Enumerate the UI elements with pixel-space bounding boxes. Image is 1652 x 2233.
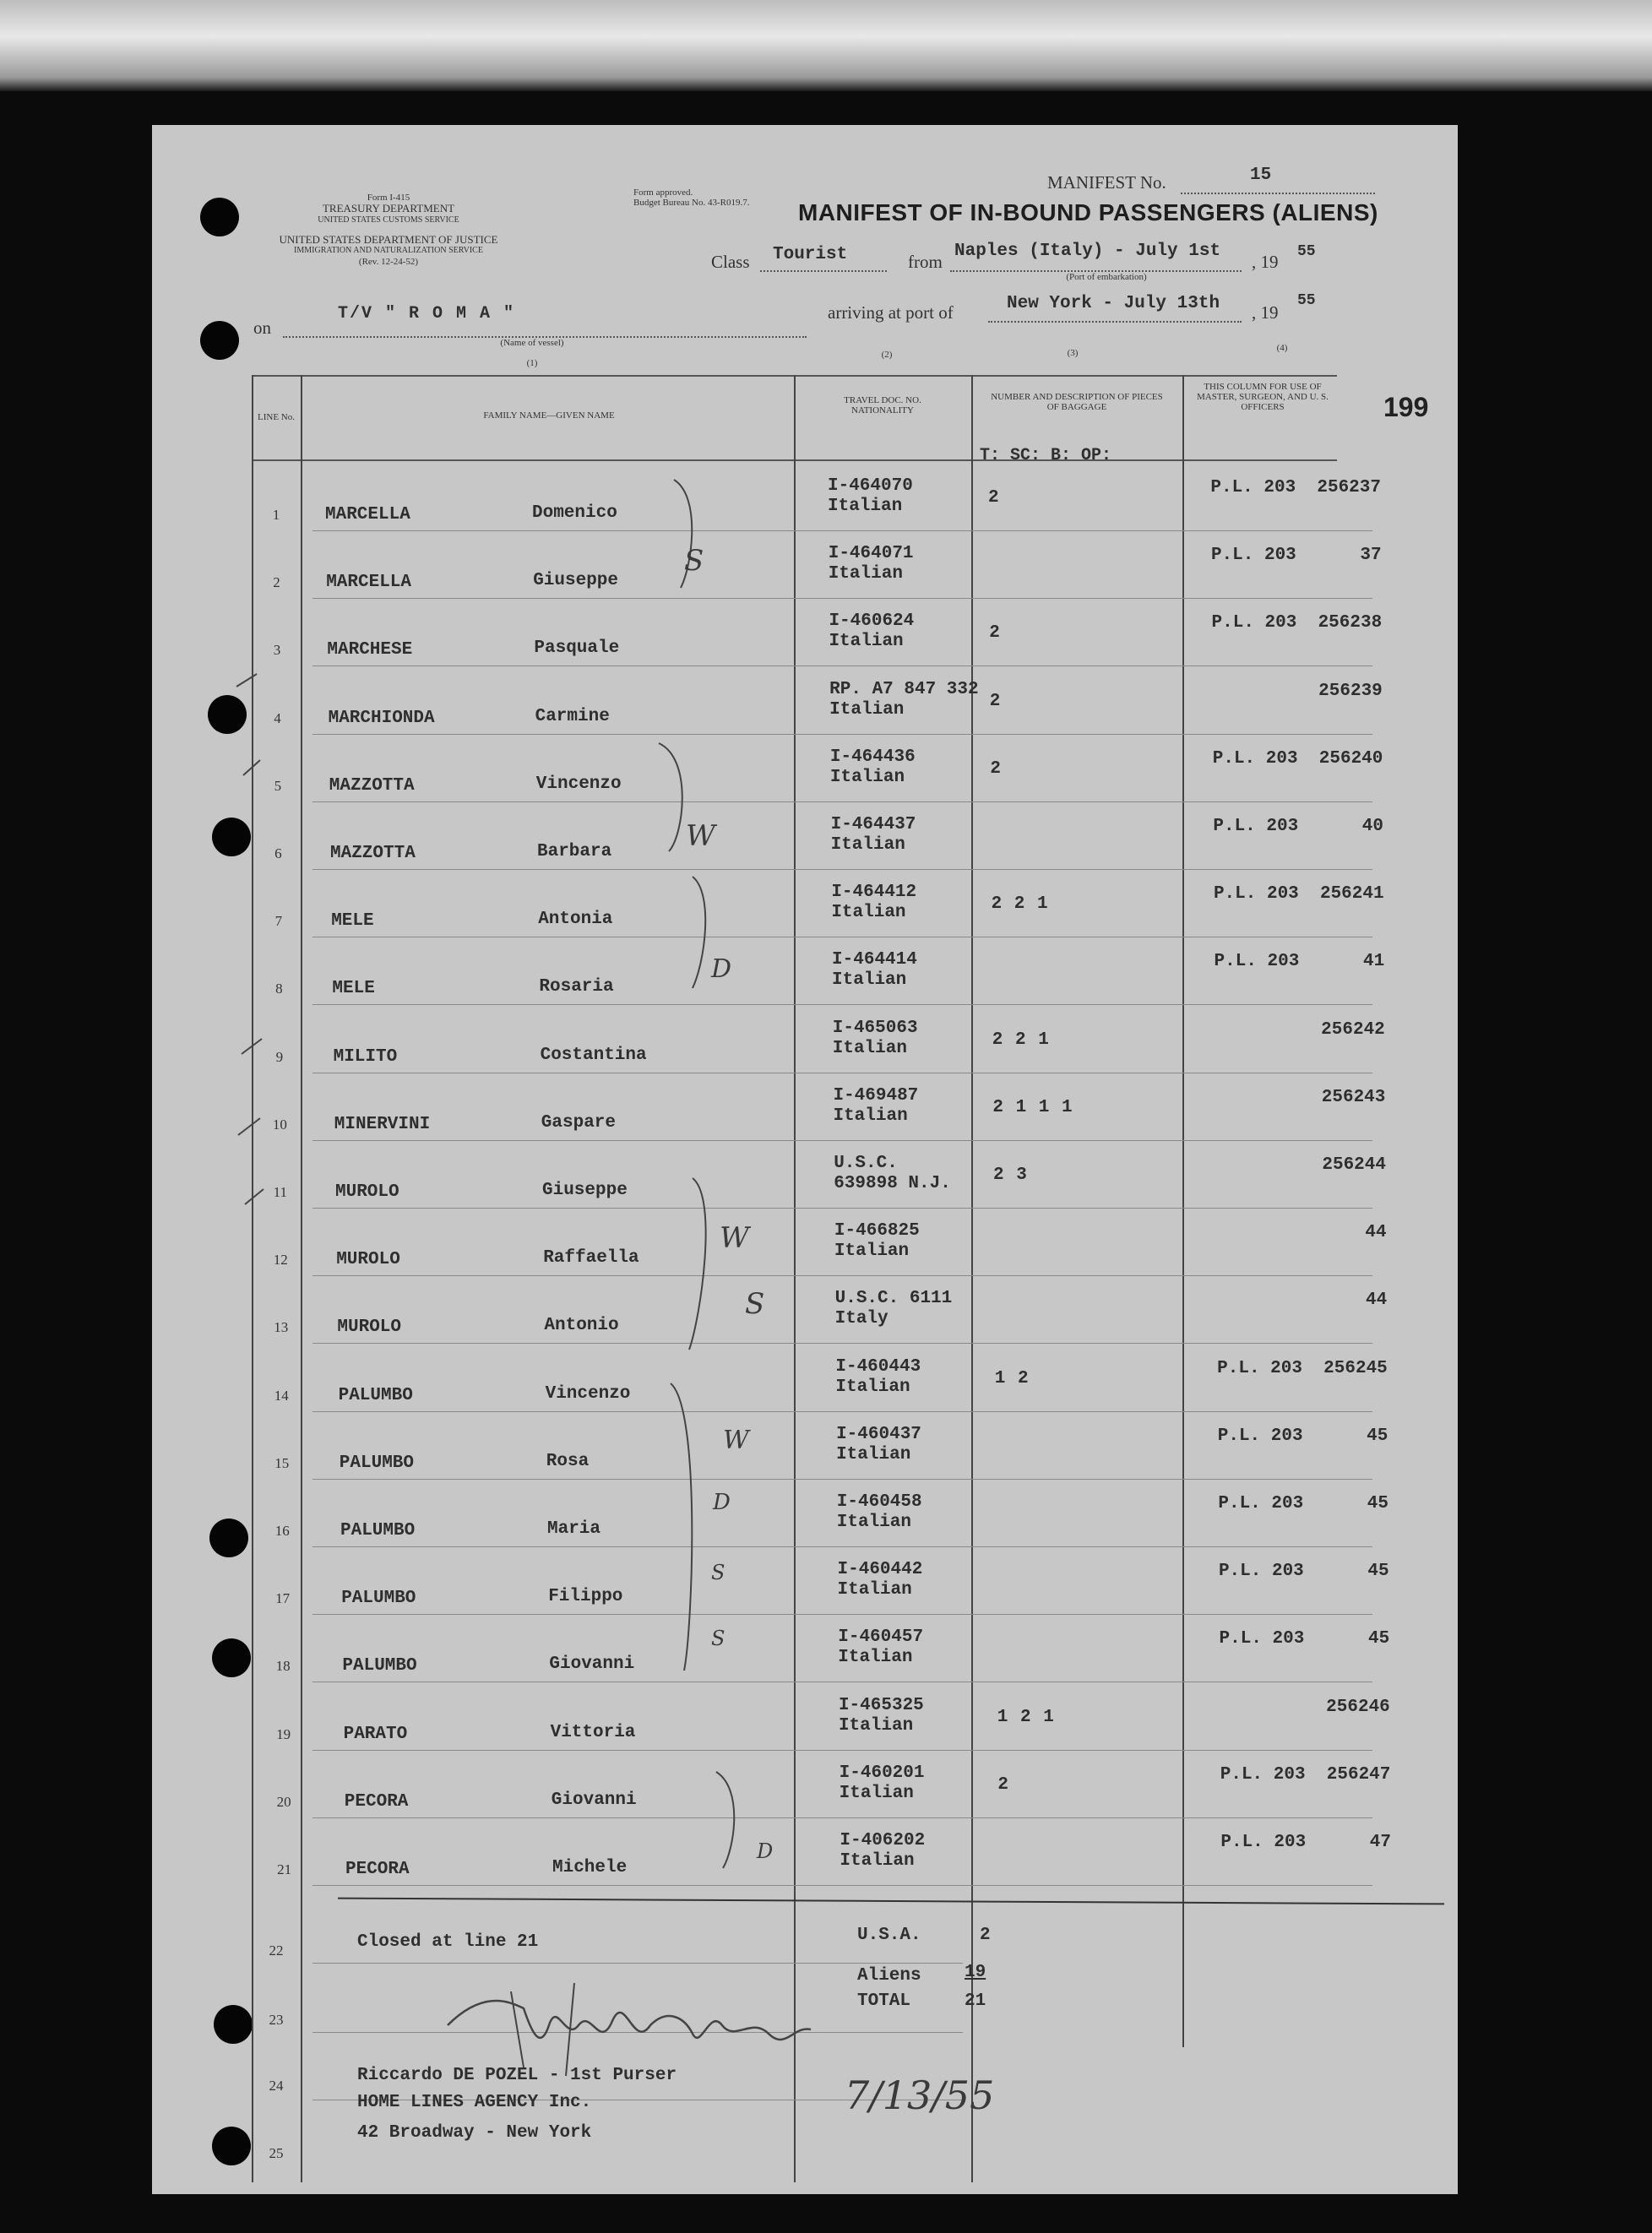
family-name: PECORA [345, 1860, 410, 1879]
given-name: Carmine [535, 706, 610, 726]
revision-date: (Rev. 12-24-52) [358, 257, 419, 267]
baggage-count: 2 3 [993, 1165, 1028, 1185]
given-name: Giuseppe [533, 571, 619, 591]
handwritten-mark: W [720, 1221, 749, 1255]
given-name: Michele [552, 1858, 628, 1877]
port-embarkation-caption: (Port of embarkation) [1066, 272, 1147, 282]
family-name: PECORA [344, 1791, 409, 1812]
officer-notation: 256244 [1322, 1155, 1386, 1175]
line-number: 20 [276, 1793, 291, 1810]
agency-address: 42 Broadway - New York [357, 2123, 592, 2143]
aliens-count: 19 [965, 1963, 986, 1982]
column-3-number: (3) [1067, 348, 1079, 358]
given-name: Pasquale [534, 638, 620, 659]
nationality: Italian [839, 1783, 914, 1803]
year-prefix: , 19 [1252, 252, 1279, 272]
nationality: Italian [832, 1038, 907, 1058]
nationality: Italian [828, 497, 903, 516]
line-number: 5 [274, 777, 282, 794]
given-name: Vincenzo [545, 1383, 631, 1404]
baggage-count: 2 [989, 691, 1002, 711]
given-name: Barbara [537, 842, 612, 861]
line-number: 1 [272, 507, 280, 523]
purser-name: Riccardo DE POZEL - 1st Purser [357, 2066, 677, 2085]
officer-notation: P.L. 203 256240 [1212, 748, 1383, 769]
baggage-count: 2 2 1 [992, 1030, 1050, 1050]
baggage-count: 1 2 1 [997, 1707, 1055, 1727]
given-name: Domenico [532, 503, 617, 523]
given-name: Gaspare [541, 1112, 617, 1133]
line-number: 21 [277, 1861, 292, 1877]
travel-doc-number: RP. A7 847 332 [829, 679, 979, 699]
given-name: Costantina [540, 1045, 647, 1065]
officer-notation: P.L. 203 37 [1210, 546, 1382, 566]
family-name: MAZZOTTA [329, 775, 415, 796]
line-number: 23 [269, 2012, 284, 2028]
handwritten-mark: D [711, 954, 732, 984]
baggage-count: 1 2 [994, 1368, 1030, 1388]
manifest-number-label: MANIFEST No. [1047, 172, 1166, 193]
line-number: 17 [275, 1590, 291, 1607]
officer-notation: 44 [1365, 1223, 1387, 1243]
budget-bureau-number: Budget Bureau No. 43-R019.7. [633, 198, 750, 208]
handwritten-mark: D [713, 1490, 731, 1515]
family-name: MINERVINI [334, 1114, 431, 1134]
handwritten-mark: W [723, 1426, 749, 1455]
usa-count: 2 [980, 1926, 991, 1945]
total-count: 21 [965, 1991, 986, 2011]
line-number: 13 [274, 1319, 289, 1336]
family-name: PALUMBO [341, 1589, 416, 1609]
total-label: TOTAL [857, 1991, 911, 2011]
line-number: 25 [269, 2145, 284, 2161]
family-name: MUROLO [337, 1318, 402, 1338]
page-number: 199 [1383, 392, 1429, 422]
column-2-number: (2) [881, 350, 893, 360]
officer-notation: P.L. 203 256247 [1220, 1764, 1391, 1785]
line-number: 7 [274, 913, 283, 930]
year-arrival: 55 [1297, 292, 1316, 309]
family-name: MELE [331, 911, 374, 932]
nationality: Italian [836, 1513, 912, 1532]
line-number: 3 [273, 642, 281, 659]
manifest-number: 15 [1250, 166, 1272, 185]
nationality: Italian [837, 1580, 912, 1600]
nationality: Italian [835, 1377, 910, 1397]
family-name: PALUMBO [339, 1453, 415, 1473]
family-name: MARCHESE [327, 640, 413, 660]
line-number: 4 [274, 709, 281, 726]
given-name: Vincenzo [535, 774, 622, 794]
baggage-count: 2 [988, 488, 1000, 508]
baggage-count: 2 [989, 623, 1001, 644]
line-number: 11 [273, 1184, 287, 1200]
header-travel-doc: TRAVEL DOC. NO. NATIONALITY [844, 395, 921, 416]
given-name: Rosa [546, 1451, 590, 1471]
family-name: PALUMBO [340, 1521, 416, 1540]
class-value: Tourist [773, 245, 848, 264]
year-prefix-arrival: , 19 [1252, 302, 1279, 323]
customs-service: UNITED STATES CUSTOMS SERVICE [318, 215, 459, 225]
family-name: MELE [332, 979, 375, 999]
line-number: 12 [273, 1252, 288, 1269]
scanner-top-band [0, 0, 1652, 91]
nationality: Italian [834, 1241, 910, 1262]
manifest-page [152, 125, 1458, 2194]
travel-doc-number: I-464070 [828, 476, 913, 496]
travel-doc-number: I-406202 [840, 1831, 926, 1850]
travel-doc-number: I-460458 [836, 1492, 922, 1512]
travel-doc-number: I-460201 [839, 1763, 925, 1783]
line-number: 24 [269, 2078, 284, 2094]
immigration-service: IMMIGRATION AND NATURALIZATION SERVICE [294, 246, 483, 255]
given-name: Giovanni [551, 1790, 637, 1810]
department-of-justice: UNITED STATES DEPARTMENT OF JUSTICE [279, 233, 498, 246]
handwritten-mark: S [745, 1287, 765, 1321]
family-name: MILITO [333, 1046, 398, 1067]
header-baggage: NUMBER AND DESCRIPTION OF PIECES OF BAGGAGE [991, 392, 1163, 412]
nationality: Italian [832, 970, 907, 991]
nationality: Italian [833, 1106, 908, 1126]
given-name: Rosaria [539, 977, 614, 997]
officer-notation: P.L. 203 45 [1218, 1494, 1388, 1513]
family-name: MAZZOTTA [330, 844, 416, 863]
officer-notation: P.L. 203 40 [1213, 817, 1383, 836]
header-officers: THIS COLUMN FOR USE OF MASTER, SURGEON, AND U. S. OFFICERS [1197, 382, 1329, 412]
column-1-number: (1) [526, 358, 538, 368]
handwritten-date: 7/13/55 [845, 2073, 995, 2118]
given-name: Vittoria [550, 1722, 636, 1742]
travel-doc-number: I-464414 [832, 950, 917, 970]
given-name: Antonio [544, 1316, 619, 1336]
nationality: Italy [834, 1309, 888, 1329]
handwritten-mark: S [684, 544, 704, 578]
closed-at-line: Closed at line 21 [357, 1932, 539, 1952]
travel-doc-number: I-460457 [838, 1627, 924, 1648]
travel-doc-number: I-464071 [828, 544, 914, 564]
line-number: 19 [276, 1725, 291, 1742]
officer-notation: P.L. 203 41 [1214, 952, 1385, 972]
officer-notation: 256239 [1318, 681, 1383, 701]
arriving-label: arriving at port of [828, 302, 954, 323]
header-line-no: LINE No. [258, 412, 295, 422]
officer-notation: 256242 [1321, 1019, 1385, 1040]
given-name: Giovanni [549, 1654, 635, 1675]
line-number: 2 [273, 574, 280, 591]
line-number: 15 [274, 1454, 290, 1471]
line-number: 9 [275, 1048, 284, 1065]
nationality: Italian [840, 1851, 915, 1871]
given-name: Raffaella [543, 1248, 639, 1269]
agency-name: HOME LINES AGENCY Inc. [357, 2093, 592, 2112]
travel-doc-number: I-464437 [830, 815, 916, 834]
handwritten-mark: W [686, 819, 715, 853]
travel-doc-number: I-466825 [834, 1221, 920, 1241]
handwritten-brackets [152, 125, 1458, 2194]
vessel-name: T/V " R O M A " [338, 304, 516, 323]
travel-doc-number: I-465063 [832, 1018, 918, 1038]
given-name: Maria [547, 1519, 601, 1539]
travel-doc-number: I-460624 [829, 611, 915, 632]
baggage-count: 2 1 1 1 [992, 1097, 1073, 1117]
given-name: Giuseppe [542, 1181, 628, 1200]
line-number: 10 [272, 1116, 287, 1133]
form-approved: Form approved. [633, 187, 693, 198]
handwritten-mark: S [711, 1561, 725, 1584]
travel-doc-number: I-465325 [838, 1695, 924, 1715]
vessel-caption: (Name of vessel) [500, 338, 564, 348]
baggage-count: 2 [990, 758, 1002, 779]
family-name: PALUMBO [342, 1656, 417, 1676]
officer-notation: P.L. 203 47 [1220, 1833, 1391, 1852]
line-number: 6 [274, 845, 282, 861]
form-number: Form I-415 [367, 193, 410, 203]
line-number: 16 [274, 1523, 290, 1539]
header-name: FAMILY NAME—GIVEN NAME [483, 410, 615, 421]
class-label: Class [711, 252, 750, 272]
column-4-number: (4) [1276, 343, 1288, 353]
aliens-label: Aliens [857, 1966, 921, 1986]
nationality: Italian [829, 767, 905, 787]
year-from: 55 [1297, 243, 1316, 260]
line-number: 18 [275, 1658, 291, 1675]
line-number: 14 [274, 1387, 289, 1404]
port-of-arrival: New York - July 13th [1007, 294, 1220, 313]
line-number: 22 [269, 1942, 284, 1959]
nationality: Italian [829, 632, 904, 652]
nationality: 639898 N.J. [834, 1174, 951, 1193]
travel-doc-number: U.S.C. 6111 [834, 1289, 953, 1309]
baggage-subheader: T: SC: B: OP: [980, 446, 1112, 465]
officer-notation: 256243 [1321, 1087, 1386, 1107]
family-name: MARCHIONDA [328, 708, 435, 728]
travel-doc-number: I-460442 [837, 1560, 923, 1580]
manifest-title: MANIFEST OF IN-BOUND PASSENGERS (ALIENS) [798, 199, 1378, 225]
officer-notation: P.L. 203 45 [1218, 1562, 1389, 1582]
given-name: Antonia [538, 910, 613, 930]
nationality: Italian [830, 835, 905, 855]
baggage-count: 2 [997, 1774, 1009, 1795]
officer-notation: P.L. 203 45 [1217, 1426, 1388, 1446]
port-of-embarkation: Naples (Italy) - July 1st [954, 242, 1221, 261]
baggage-count: 2 2 1 [991, 894, 1049, 915]
travel-doc-number: I-469487 [833, 1085, 919, 1106]
family-name: PARATO [343, 1724, 408, 1744]
nationality: Italian [838, 1715, 914, 1736]
travel-doc-number: I-464412 [831, 883, 917, 903]
from-label: from [908, 252, 943, 272]
family-name: MUROLO [336, 1250, 400, 1270]
officer-notation: P.L. 203 256238 [1211, 613, 1383, 633]
handwritten-mark: D [757, 1839, 774, 1863]
travel-doc-number: I-460437 [836, 1424, 921, 1444]
usa-label: U.S.A. [857, 1926, 921, 1945]
travel-doc-number: U.S.C. [834, 1154, 898, 1173]
officer-notation: 256246 [1326, 1697, 1390, 1717]
travel-doc-number: I-460443 [835, 1356, 921, 1377]
nationality: Italian [838, 1648, 913, 1668]
handwritten-mark: S [711, 1627, 725, 1650]
nationality: Italian [828, 564, 903, 584]
officer-notation: P.L. 203 256237 [1210, 478, 1381, 497]
family-name: MARCELLA [325, 505, 410, 524]
officer-notation: P.L. 203 256245 [1217, 1358, 1388, 1378]
family-name: MARCELLA [326, 573, 412, 593]
given-name: Filippo [548, 1587, 623, 1607]
family-name: MUROLO [335, 1182, 399, 1202]
line-number: 8 [275, 981, 283, 997]
nationality: Italian [831, 903, 906, 923]
on-label: on [253, 318, 271, 338]
officer-notation: P.L. 203 256241 [1213, 884, 1384, 905]
officer-notation: P.L. 203 45 [1219, 1629, 1390, 1649]
family-name: PALUMBO [338, 1385, 413, 1405]
travel-doc-number: I-464436 [829, 747, 916, 767]
officer-notation: 44 [1365, 1290, 1388, 1311]
treasury-department: TREASURY DEPARTMENT [322, 202, 455, 215]
nationality: Italian [836, 1444, 911, 1464]
nationality: Italian [829, 699, 905, 720]
